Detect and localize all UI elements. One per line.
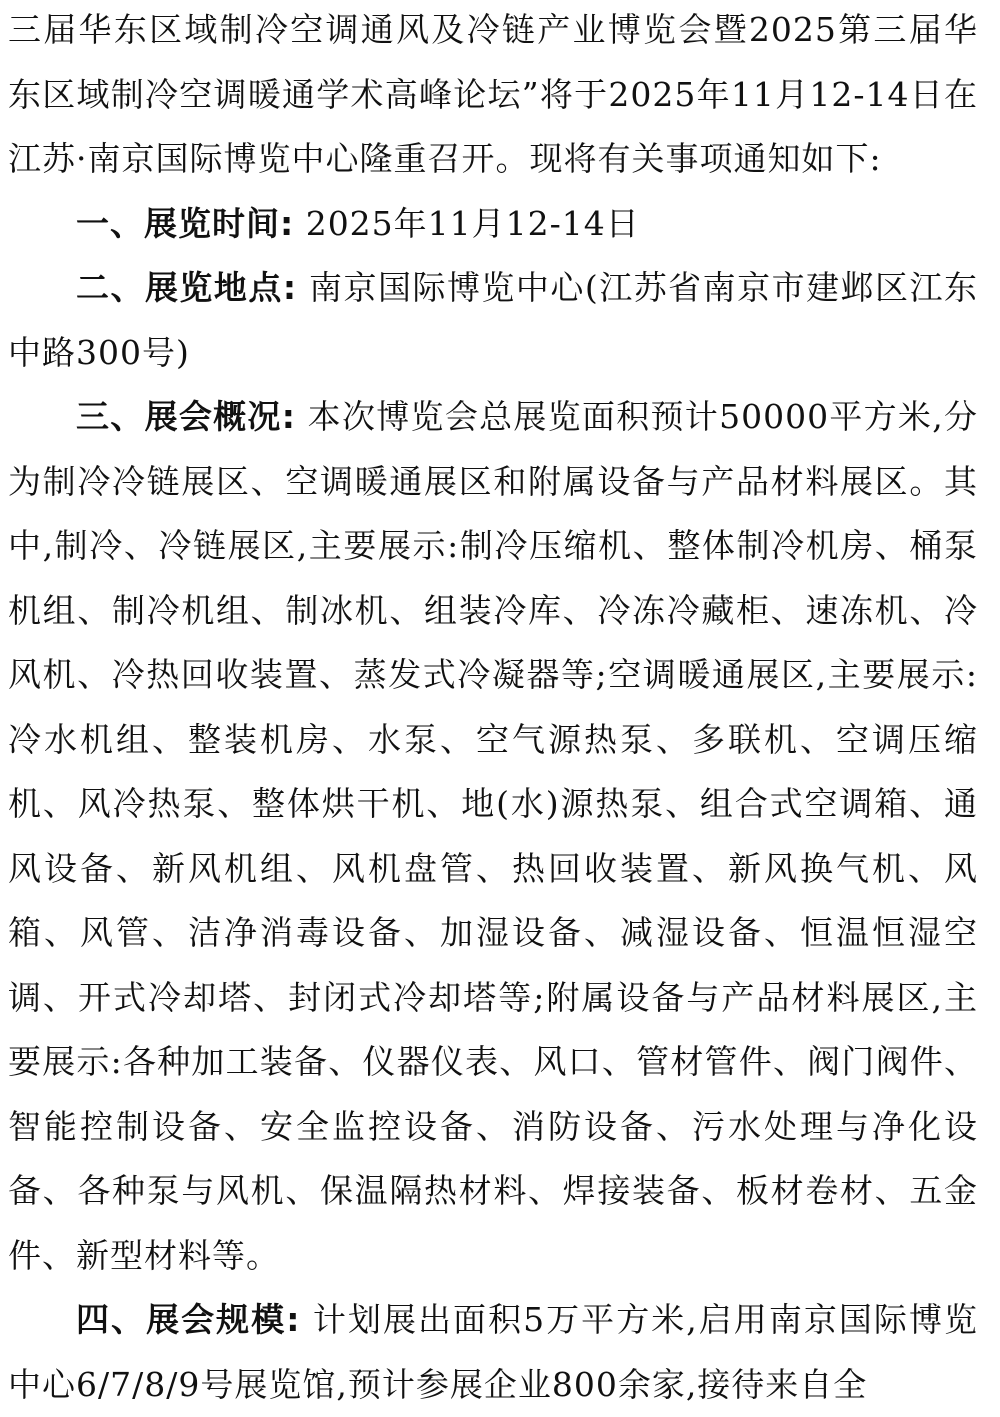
- section-exhibition-venue: [8, 256, 978, 385]
- section-body: 2025年11月12-14日: [294, 203, 640, 243]
- section-heading: 四、展会规模:: [76, 1300, 301, 1339]
- section-body: 南京国际博览中心(江苏省南京市建邺区江东中路300号): [8, 268, 978, 372]
- document-page: [8, 0, 978, 1417]
- section-heading: 二、展览地点:: [76, 268, 298, 307]
- section-body: 本次博览会总展览面积预计50000平方米,分为制冷冷链展区、空调暖通展区和附属设备与产品材料展区。其中,制冷、冷链展区,主要展示:制冷压缩机、整体制冷机房、桶泵机组、制冷机组、制冰机、组装冷库、冷冻冷藏柜、速冻机、冷风机、冷热回收装置、蒸发式冷凝器等;空调暖通展区,主要展示:冷水机组、整装机房、水泵、空气源热泵、多联机、空调压缩机、风冷热泵、整体烘干机、地(水)源热泵、组合式空调箱、通风设备、新风机组、风机盘管、热回收装置、新风换气机、风箱、风管、洁净消毒设备、加湿设备、减湿设备、恒温恒湿空调、开式冷却塔、封闭式冷却塔等;附属设备与产品材料展区,主要展示:各种加工装备、仪器仪表、风口、管材管件、阀门阀件、智能控制设备、安全监控设备、消防设备、污水处理与净化设备、各种泵与风机、保温隔热材料、焊接装备、板材卷材、五金件、新型材料等。: [8, 397, 978, 1275]
- section-heading: 三、展会概况:: [76, 397, 296, 436]
- intro-paragraph: [8, 0, 978, 192]
- section-exhibition-overview: [8, 385, 978, 1288]
- section-body: 计划展出面积5万平方米,启用南京国际博览中心6/7/8/9号展览馆,预计参展企业800余家,接待来自全: [8, 1300, 978, 1404]
- section-heading: 一、展览时间:: [76, 203, 295, 243]
- section-exhibition-scale: [8, 1288, 978, 1417]
- section-exhibition-time: [8, 192, 978, 257]
- intro-text: 三届华东区域制冷空调通风及冷链产业博览会暨2025第三届华东区域制冷空调暖通学术高峰论坛”将于2025年11月12-14日在江苏·南京国际博览中心隆重召开。现将有关事项通知如下:: [8, 10, 978, 178]
